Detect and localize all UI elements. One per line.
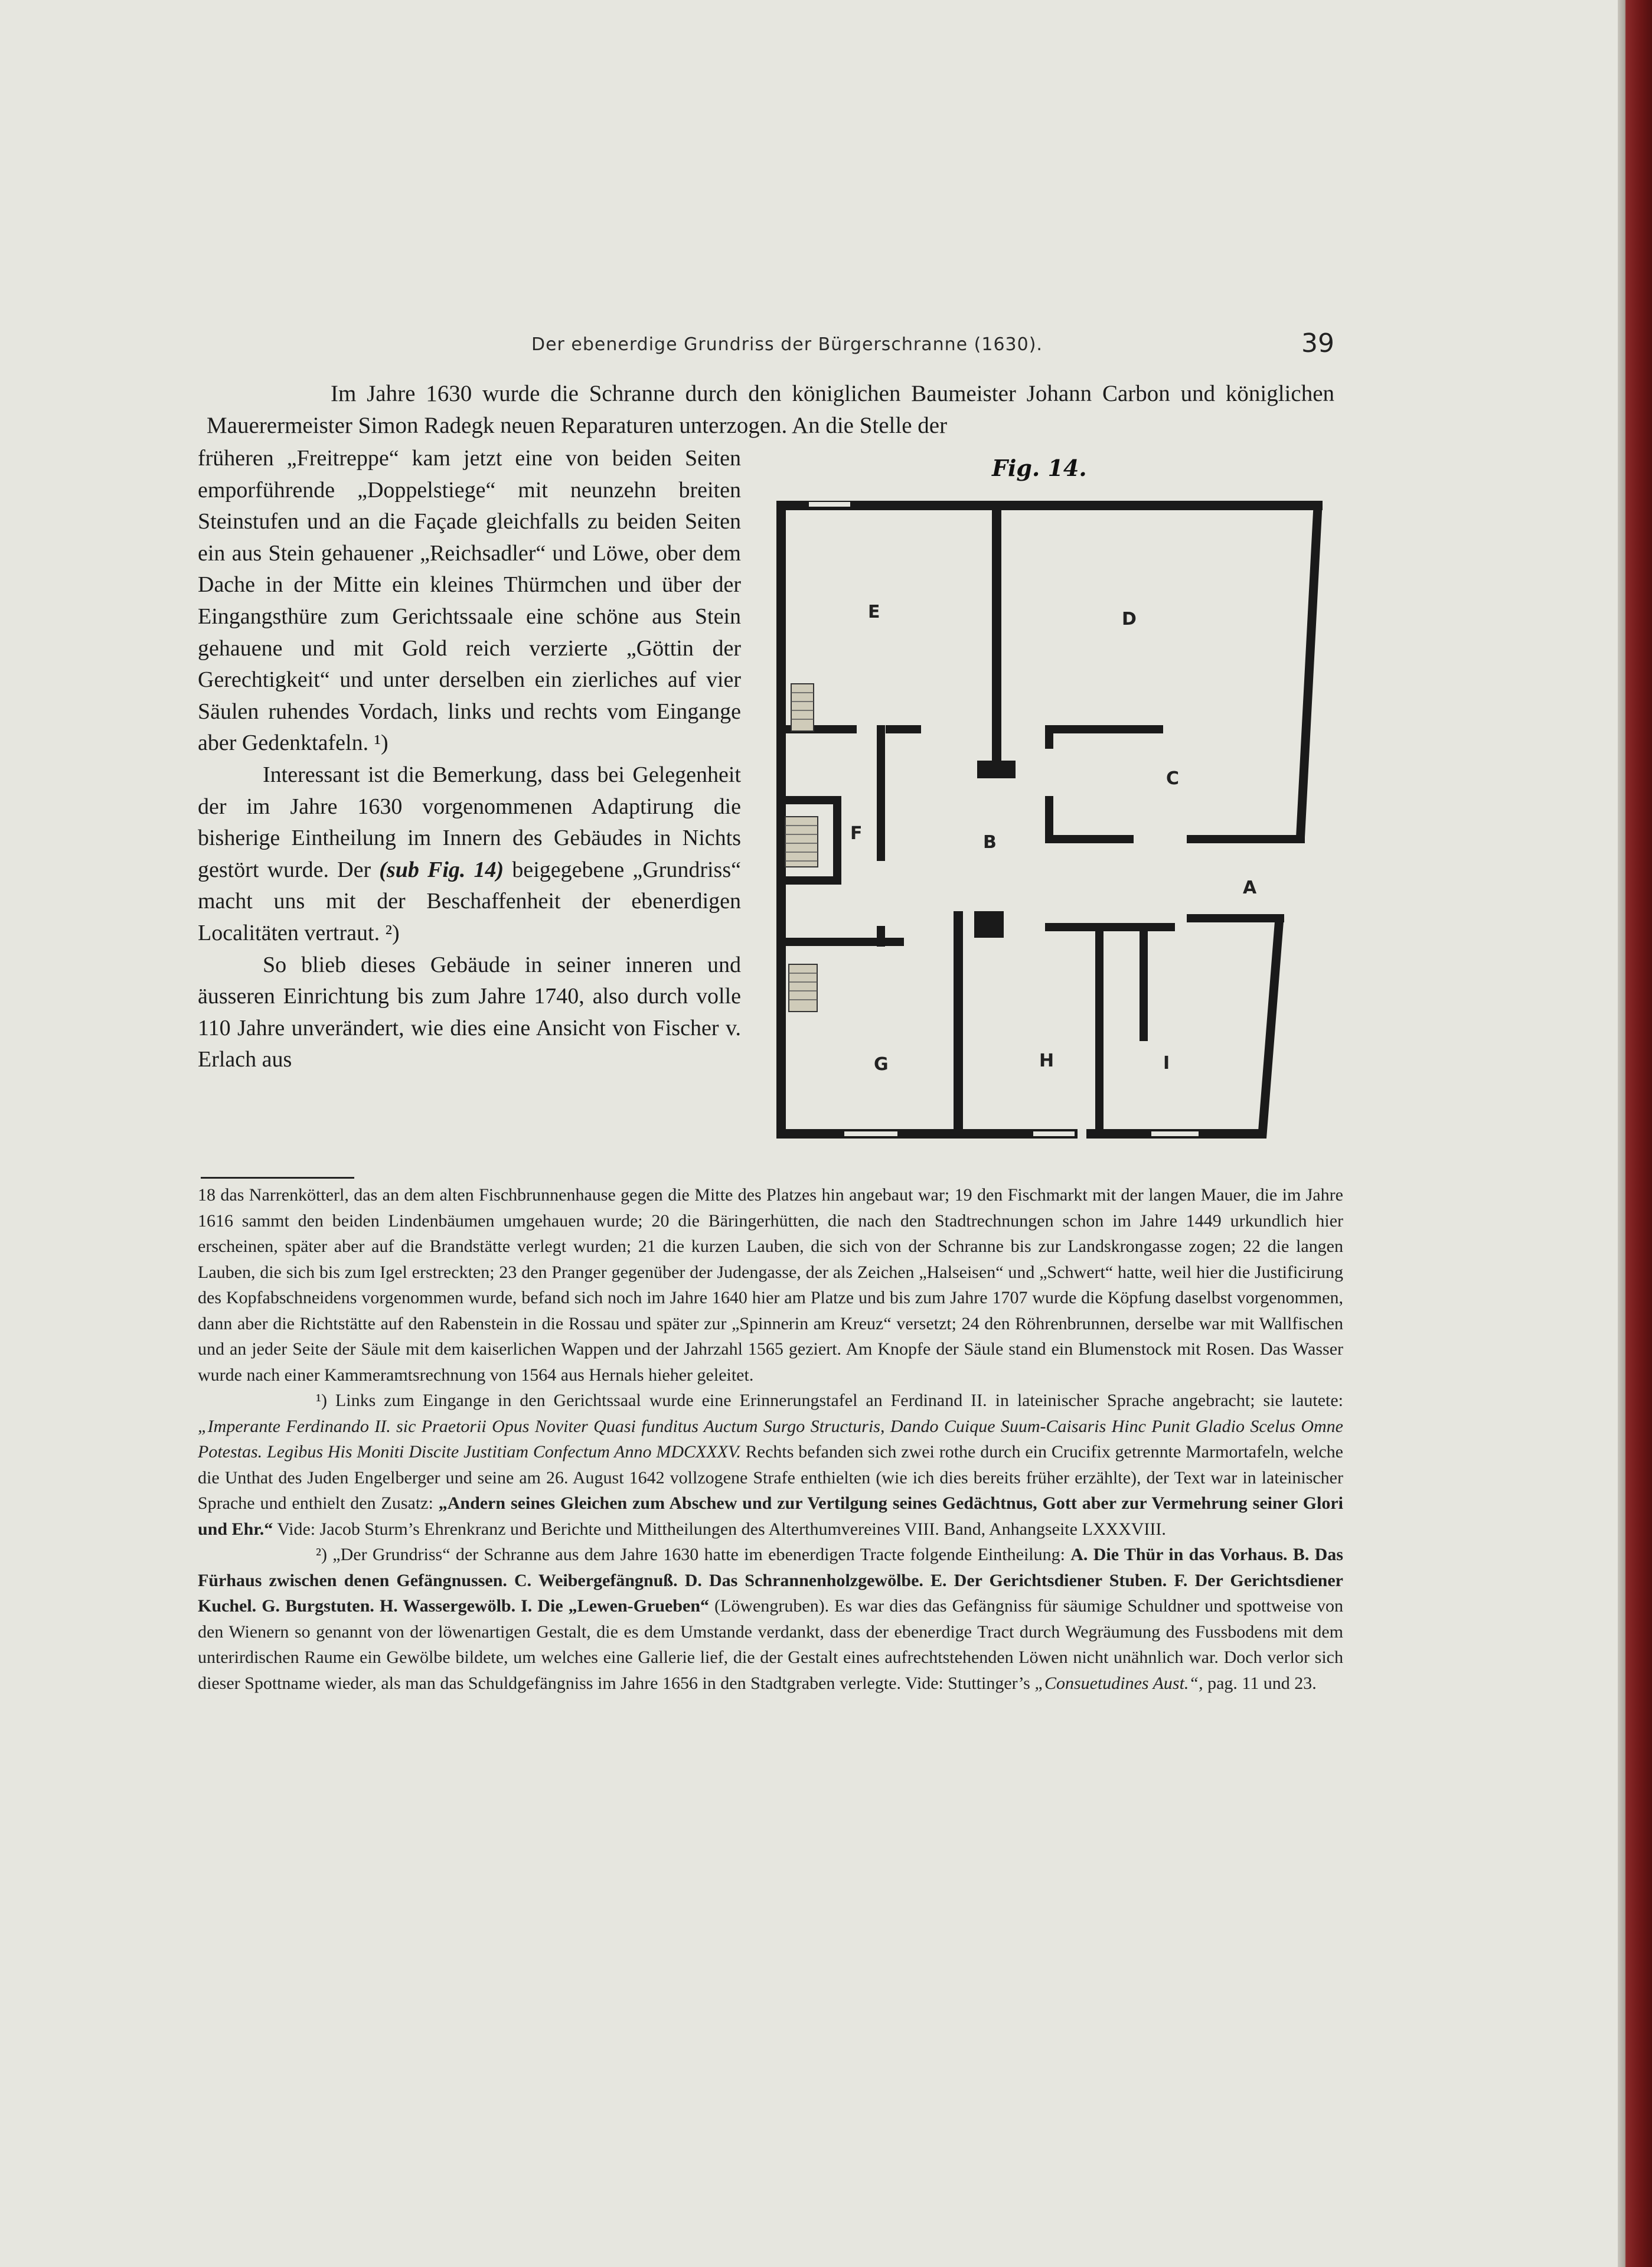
footnote-2-legend: A. Die Thür in das Vorhaus. B. Das Fürhaus zwischen denen Gefängnussen. C. Weibergefängnuß. D. Das Schrannenholzgewölbe. E. Der Gerichtsdiener Stuben. F. Der Gerichtsdiener Kuchel. G. Burgstuten. H. Wassergewölb. I. Die „Lewen-Grueben“ <box>198 1545 1343 1616</box>
footnote-1-e: Vide: Jacob Sturm’s Ehrenkranz und Berichte und Mittheilungen des Alterthumvereines VIII. Band, Anhangseite LXXXVIII. <box>273 1519 1166 1539</box>
room-label-e: E <box>868 602 880 622</box>
figure-label: Fig. 14. <box>992 455 1087 481</box>
footnote-2 <box>198 1542 1343 1696</box>
room-label-b: B <box>983 832 997 853</box>
plan-walls <box>776 501 1323 1139</box>
text-column <box>198 443 741 1076</box>
paragraph-2-end: beigegebene „Grundriss“ macht uns mit der Beschaffenheit der ebenerdigen Localitäten vertraut. ²) <box>198 857 741 945</box>
footnote-separator <box>201 1177 354 1179</box>
running-title: Der ebenerdige Grundriss der Bürgerschranne (1630). <box>531 334 1043 355</box>
page-number: 39 <box>1301 328 1334 358</box>
room-label-h: H <box>1039 1051 1054 1071</box>
footnote-2-c: (Löwengruben). Es war dies das Gefängniss für säumige Schuldner und spottweise von den Wienern so genannt von der löwenartigen Gestalt, die es dem Umstande verdankt, dass der ebenerdige Tract durch Wegräumung des Fussbodens mit dem unterirdischen Raume ein Gewölbe bildete, um welches eine Gallerie lief, die der Gestalt eines aufrechtstehenden Löwen nicht unähnlich war. Doch verlor sich dieser Spottname wieder, als man das Schuldgefängniss im Jahre 1656 in den Stadtgraben verlegte. Vide: Stuttinger’s <box>198 1596 1343 1693</box>
paragraph-3: So blieb dieses Gebäude in seiner inneren und äusseren Einrichtung bis zum Jahre 1740, also durch volle 110 Jahre unverändert, wie dies eine Ansicht von Fischer v. Erlach aus <box>198 952 741 1072</box>
room-label-f: F <box>850 823 863 844</box>
figure-reference: (sub Fig. 14) <box>379 857 504 882</box>
footnote-1-latin: „Imperante Ferdinando II. sic Praetorii Opus Noviter Quasi funditus Auctum Surgo Structuris, Dando Cuique Suum-Caisaris Hinc Punit Gladio Scelus Omne Potestas. Legibus His Moniti Discite Justitiam Confectum Anno MDCXXXV. <box>198 1416 1343 1462</box>
room-label-a: A <box>1243 878 1257 898</box>
footnote-2-a: ²) „Der Grundriss“ der Schranne aus dem Jahre 1630 hatte im ebenerdigen Tracte folgende Eintheilung: <box>316 1545 1071 1564</box>
intro-paragraph <box>207 378 1334 442</box>
room-label-g: G <box>874 1054 889 1075</box>
footnote-continued: 18 das Narrenkötterl, das an dem alten Fischbrunnenhause gegen die Mitte des Platzes hin angebaut war; 19 den Fischmarkt mit der langen Mauer, die im Jahre 1616 sammt den beiden Lindenbäumen umgehauen wurde; 20 die Bäringerhütten, die nach den Stadtrechnungen schon im Jahre 1449 urkundlich hier erscheinen, später aber auf die Brandstätte verlegt wurden; 21 die kurzen Lauben, die sich von der Schranne bis zur Landskrongasse zogen; 22 die langen Lauben, die sich bis zum Igel erstreckten; 23 den Pranger gegenüber der Judengasse, der als Zeichen „Halseisen“ und „Schwert“ hatte, weil hier die Justificirung des Kopfabschneidens vorgenommen wurde, befand sich noch im Jahre 1640 hier am Platze und bis zum Jahre 1707 wurde die Köpfung daselbst vorgenommen, dann aber die Richtstätte auf den Rabenstein in die Rossau und später zur „Spinnerin am Kreuz“ versetzt; 24 den Röhrenbrunnen, derselbe war mit Wallfischen und an jeder Seite der Säule mit dem kaiserlichen Wappen und der Jahrzahl 1565 geziert. Am Knopfe der Säule stand ein Blumenstock mit Rosen. Das Wasser wurde nach einer Kammeramtsrechnung von 1564 aus Hernals hieher geleitet. <box>198 1185 1343 1385</box>
footnote-1-c: Rechts befanden sich zwei rothe durch ein Crucifix getrennte Marmortafeln, welche die Unthat des Juden Engelberger und seine am 26. August 1642 vollzogene Strafe enthielten (wie ich dies bereits früher erzählte), der Text war in lateinischer Sprache und enthielt den Zusatz: <box>198 1442 1344 1513</box>
footnote-1 <box>198 1388 1343 1542</box>
footnote-2-title: „Consuetudines Aust.“, <box>1034 1673 1203 1693</box>
footnotes <box>198 1182 1343 1696</box>
room-label-i: I <box>1163 1053 1170 1074</box>
paragraph-2-start: Interessant ist die Bemerkung, dass bei Gelegenheit der im Jahre 1630 vorgenommenen Adaptirung die bisherige Eintheilung im Innern des Gebäudes in Nichts gestört wurde. Der <box>198 762 741 882</box>
book-spine <box>1618 0 1652 2267</box>
running-header <box>177 328 1346 364</box>
paragraph-1: früheren „Freitreppe“ kam jetzt eine von beiden Seiten emporführende „Doppelstiege“ mit neunzehn breiten Steinstufen und an die Façade gleichfalls zu beiden Seiten ein aus Stein gehauener „Reichsadler“ und Löwe, ober dem Dache in der Mitte ein kleines Thürmchen und über der Eingangsthüre zum Gerichtssaale eine schöne aus Stein gehauene und mit Gold reich verzierte „Göttin der Gerechtigkeit“ und unter derselben ein zierliches auf vier Säulen ruhendes Vordach, links und rechts vom Eingange aber Gedenktafeln. ¹) <box>198 446 741 756</box>
room-label-c: C <box>1166 768 1180 789</box>
intro-text: Im Jahre 1630 wurde die Schranne durch den königlichen Baumeister Johann Carbon und königlichen Mauerermeister Simon Radegk neuen Reparaturen unterzogen. An die Stelle der <box>207 381 1334 438</box>
footnote-1-quote: „Andern seines Gleichen zum Abschew und zur Vertilgung seines Gedächtnus, Gott aber zur Vermehrung seiner Glori und Ehr.“ <box>198 1493 1343 1539</box>
footnote-1-a: ¹) Links zum Eingange in den Gerichtssaal wurde eine Erinnerungstafel an Ferdinand II. in lateinischer Sprache angebracht; sie lautete: <box>316 1391 1343 1410</box>
room-label-d: D <box>1122 609 1137 629</box>
footnote-2-e: pag. 11 und 23. <box>1203 1673 1317 1693</box>
paragraph-2 <box>198 759 741 950</box>
floor-plan <box>773 489 1323 1144</box>
